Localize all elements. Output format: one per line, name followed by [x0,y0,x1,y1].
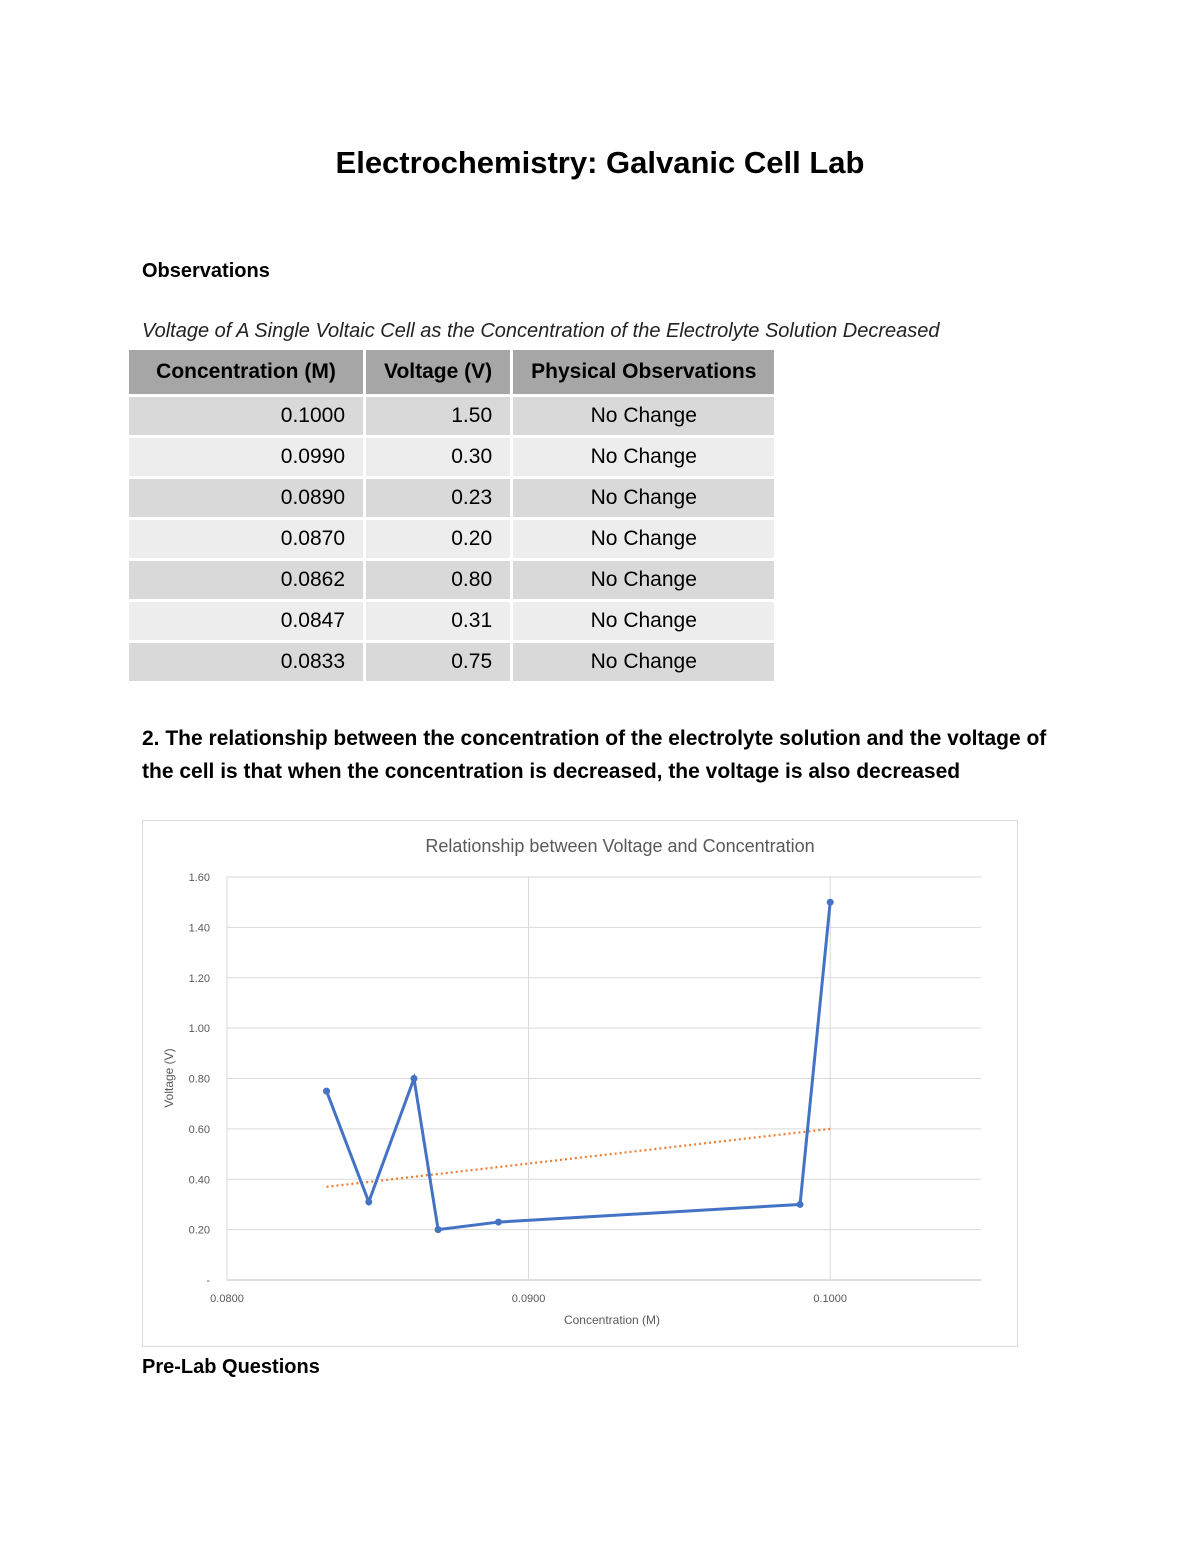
data-point [323,1088,330,1095]
x-tick-label: 0.1000 [813,1293,848,1305]
y-axis-label: Voltage (V) [162,1048,176,1108]
table-row [129,479,774,520]
header-physical-observations: Physical Observations [513,350,774,397]
table-row [129,397,774,438]
table-caption: Voltage of A Single Voltaic Cell as the Concentration of the Electrolyte Solution Decreased [142,320,940,342]
header-voltage: Voltage (V) [366,350,513,397]
cell-voltage: 0.23 [366,479,513,520]
cell-concentration: 0.0833 [129,643,366,684]
y-tick-label: 1.60 [188,872,210,884]
chart-title: Relationship between Voltage and Concentration [425,836,815,856]
x-tick-label: 0.0900 [511,1293,546,1305]
observations-heading: Observations [142,260,270,282]
y-tick-label: 0.20 [188,1224,210,1237]
cell-observation: No Change [513,479,774,520]
table-row [129,561,774,602]
data-point [495,1219,502,1226]
y-tick-label: 0.80 [188,1073,210,1086]
y-tick-label: 0.40 [188,1174,210,1187]
voltage-concentration-chart [143,821,1019,1348]
trendline [327,1129,831,1187]
y-tick-label: 0.60 [188,1123,210,1136]
cell-observation: No Change [513,397,774,438]
data-point [797,1201,804,1208]
observations-table [129,350,774,684]
cell-concentration: 0.0862 [129,561,366,602]
table-row [129,643,774,684]
y-tick-label: 1.40 [188,922,210,935]
cell-voltage: 0.75 [366,643,513,684]
cell-concentration: 0.0990 [129,438,366,479]
cell-concentration: 0.0890 [129,479,366,520]
cell-observation: No Change [513,520,774,561]
data-point [435,1226,442,1233]
header-concentration: Concentration (M) [129,350,366,397]
cell-voltage: 0.80 [366,561,513,602]
cell-observation: No Change [513,602,774,643]
series-line [327,902,831,1229]
x-tick-label: 0.0800 [210,1293,244,1305]
cell-voltage: 0.31 [366,602,513,643]
x-axis-label: Concentration (M) [563,1313,661,1327]
page-title: Electrochemistry: Galvanic Cell Lab [335,145,865,180]
data-point [365,1198,372,1205]
y-tick-label: - [206,1275,210,1287]
data-point [410,1075,417,1082]
cell-voltage: 0.30 [366,438,513,479]
cell-observation: No Change [513,643,774,684]
y-tick-label: 1.00 [188,1023,210,1036]
table-row [129,520,774,561]
cell-concentration: 0.0870 [129,520,366,561]
cell-concentration: 0.0847 [129,602,366,643]
table-header-row [129,350,774,397]
cell-voltage: 0.20 [366,520,513,561]
cell-concentration: 0.1000 [129,397,366,438]
data-point [827,899,834,906]
cell-voltage: 1.50 [366,397,513,438]
cell-observation: No Change [513,561,774,602]
table-row [129,602,774,643]
y-tick-label: 1.20 [188,972,210,985]
answer-text: 2. The relationship between the concentration of the electrolyte solution and the voltage of the cell is that when the concentration is decreased, the voltage is also decreased [142,727,1047,783]
chart-container [142,820,1018,1347]
cell-observation: No Change [513,438,774,479]
prelab-heading: Pre-Lab Questions [142,1356,320,1378]
table-row [129,438,774,479]
